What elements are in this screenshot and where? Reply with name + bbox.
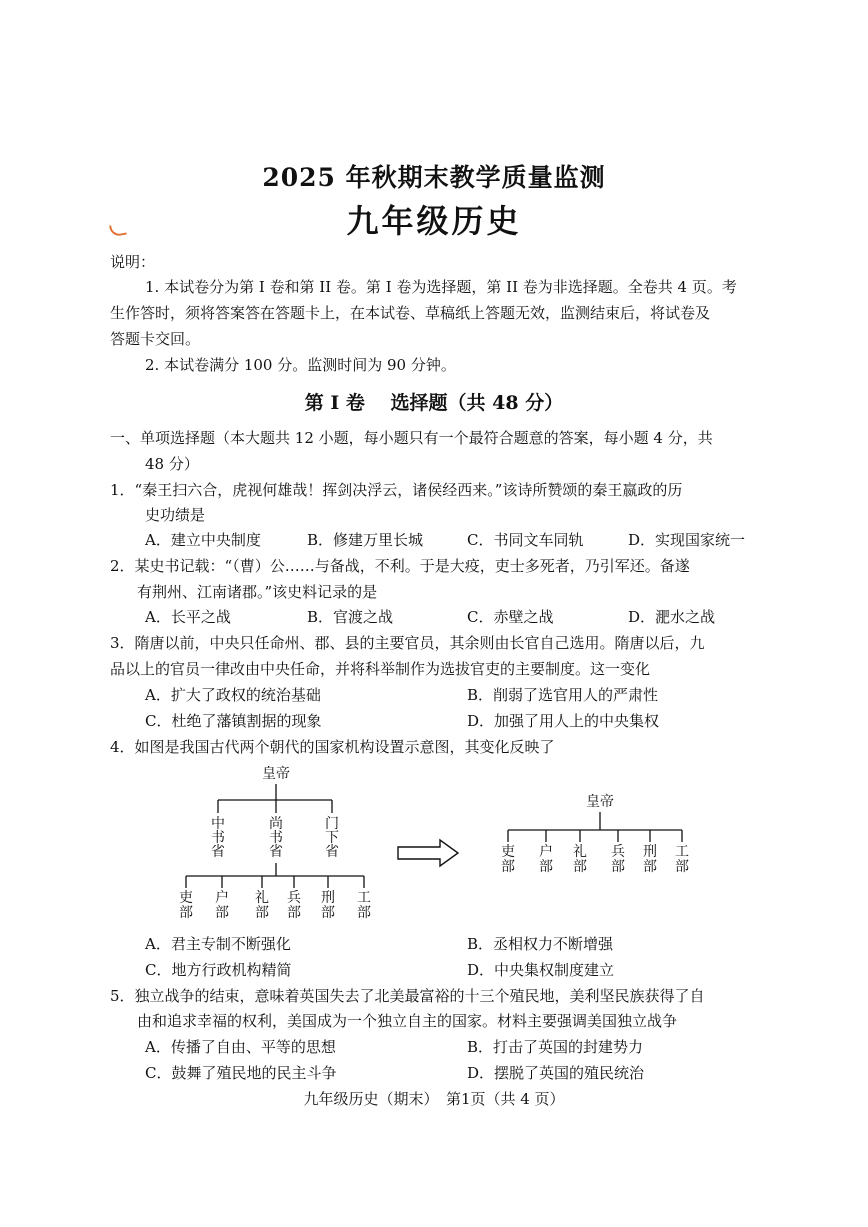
note-1-line-3: 答题卡交回。 (110, 330, 201, 348)
right-ministry-6: 工部 (675, 844, 689, 875)
subject-title: 九年级历史 (346, 202, 522, 240)
left-province-1: 中书省 (211, 816, 225, 860)
question-1-option-a: A．建立中央制度 (145, 531, 261, 549)
exam-title: 2025 年秋期末教学质量监测 (262, 163, 606, 192)
left-ministry-5: 刑部 (321, 890, 335, 921)
question-5-stem-cont: 由和追求幸福的权利，美国成为一个独立自主的国家。材料主要强调美国独立战争 (137, 1012, 678, 1030)
question-2-stem: 2．某史书记载：“（曹）公……与备战，不利。于是大疫，吏士多死者，乃引军还。备遂 (110, 557, 690, 575)
transition-arrow (398, 840, 458, 866)
question-5-option-d: D．摆脱了英国的殖民统治 (467, 1064, 645, 1082)
right-ministry-3: 礼部 (573, 844, 587, 875)
question-4-option-a: A．君主专制不断强化 (145, 935, 291, 953)
question-1-option-b: B．修建万里长城 (307, 531, 424, 549)
page-footer: 九年级历史（期末） 第1页（共 4 页） (303, 1090, 565, 1108)
question-1-option-c: C．书同文车同轨 (467, 531, 584, 549)
question-2-option-b: B．官渡之战 (307, 608, 394, 626)
note-1-line-2: 生作答时，须将答案答在答题卡上，在本试卷、草稿纸上答题无效，监测结束后，将试卷及 (110, 304, 711, 322)
left-ministry-2: 户部 (215, 890, 229, 921)
question-2-option-d: D．淝水之战 (628, 608, 716, 626)
left-province-2: 尚书省 (269, 816, 283, 860)
left-emperor-label: 皇帝 (262, 766, 290, 782)
left-ministry-1: 吏部 (179, 890, 193, 921)
right-emperor-label: 皇帝 (586, 794, 614, 810)
question-3-option-c: C．杜绝了藩镇割据的现象 (145, 712, 322, 730)
right-ministry-2: 户部 (539, 844, 553, 875)
question-5-option-a: A．传播了自由、平等的思想 (145, 1038, 336, 1056)
left-ministry-3: 礼部 (255, 890, 269, 921)
question-1-stem: 1．“秦王扫六合，虎视何雄哉！挥剑决浮云，诸侯经西来。”该诗所赞颂的秦王嬴政的历 (110, 481, 683, 499)
left-province-3: 门下省 (325, 816, 339, 860)
question-3-stem: 3．隋唐以前，中央只任命州、郡、县的主要官员，其余则由长官自己选用。隋唐以后，九 (110, 634, 705, 652)
question-5-stem: 5．独立战争的结束，意味着英国失去了北美最富裕的十三个殖民地，美利坚民族获得了自 (110, 987, 705, 1005)
note-2: 2. 本试卷满分 100 分。监测时间为 90 分钟。 (145, 356, 456, 374)
question-3-option-a: A．扩大了政权的统治基础 (145, 686, 321, 704)
question-3-option-b: B．削弱了选官用人的严肃性 (467, 686, 659, 704)
question-3-option-d: D．加强了用人上的中央集权 (467, 712, 660, 730)
notes-label: 说明： (110, 253, 156, 271)
left-ministry-6: 工部 (357, 890, 371, 921)
question-3-stem-cont: 品以上的官员一律改由中央任命，并将科举制作为选拔官吏的主要制度。这一变化 (110, 660, 651, 678)
section-title: 第 I 卷 选择题（共 48 分） (304, 392, 564, 414)
government-structure-diagram (170, 758, 730, 928)
question-4-option-c: C．地方行政机构精简 (145, 961, 292, 979)
right-ministry-1: 吏部 (501, 844, 515, 875)
question-2-stem-cont: 有荆州、江南诸郡。”该史料记录的是 (137, 583, 378, 601)
question-4-option-d: D．中央集权制度建立 (467, 961, 615, 979)
section-instruction-line-1: 一、单项选择题（本大题共 12 小题，每小题只有一个最符合题意的答案，每小题 4 分，共 (110, 429, 713, 447)
left-ministry-4: 兵部 (287, 890, 301, 921)
question-4-option-b: B．丞相权力不断增强 (467, 935, 614, 953)
question-5-option-c: C．鼓舞了殖民地的民主斗争 (145, 1064, 337, 1082)
question-2-option-c: C．赤壁之战 (467, 608, 554, 626)
question-1-option-d: D．实现国家统一 (628, 531, 746, 549)
question-4-stem: 4．如图是我国古代两个朝代的国家机构设置示意图，其变化反映了 (110, 738, 555, 756)
note-1-line-1: 1. 本试卷分为第 I 卷和第 II 卷。第 I 卷为选择题，第 II 卷为非选择题。全卷共 4 页。考 (145, 278, 737, 296)
section-instruction-line-2: 48 分） (145, 455, 199, 473)
question-5-option-b: B．打击了英国的封建势力 (467, 1038, 644, 1056)
question-2-option-a: A．长平之战 (145, 608, 231, 626)
question-1-stem-cont: 史功绩是 (145, 506, 206, 524)
right-ministry-5: 刑部 (643, 844, 657, 875)
right-ministry-4: 兵部 (611, 844, 625, 875)
